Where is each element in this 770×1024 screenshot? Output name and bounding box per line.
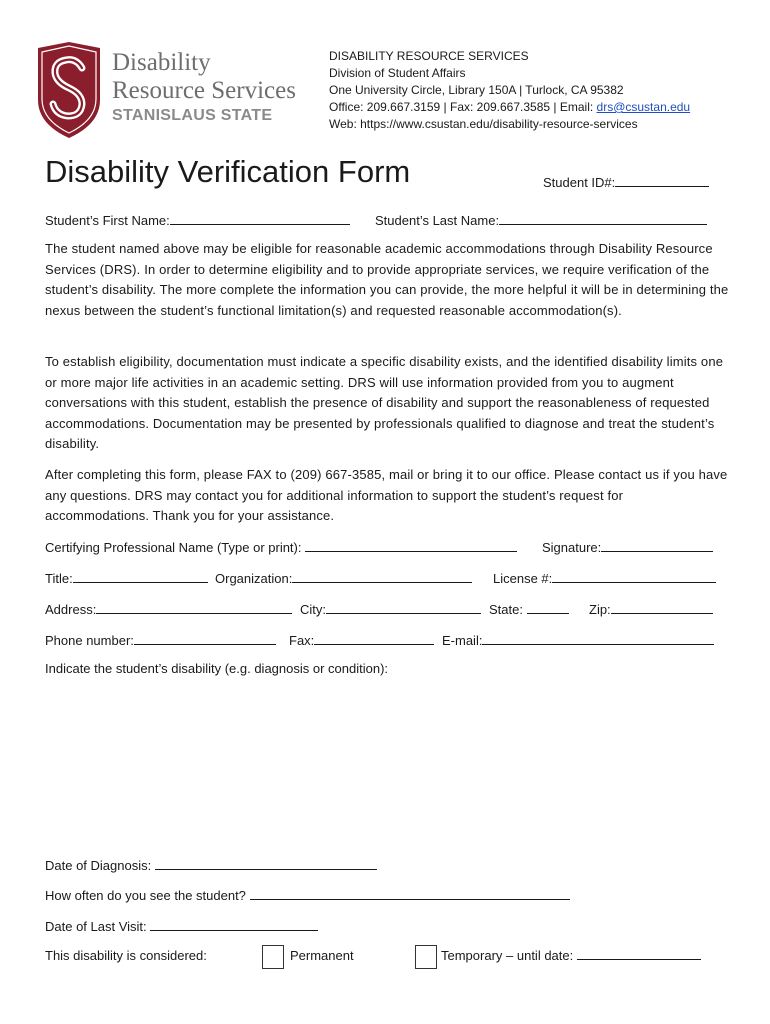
- first-name-input-line[interactable]: [170, 211, 350, 225]
- last-visit-input-line[interactable]: [150, 917, 318, 931]
- stanislaus-shield-logo: [36, 42, 102, 138]
- email-link[interactable]: drs@csustan.edu: [596, 100, 691, 114]
- license-field: [493, 569, 716, 587]
- last-name-field: [375, 211, 707, 229]
- form-title: Disability Verification Form: [45, 154, 411, 189]
- organization-input-line[interactable]: [292, 569, 472, 583]
- email-input-line[interactable]: [482, 631, 714, 645]
- considered-label: This disability is considered:: [45, 948, 207, 963]
- first-name-field: [45, 211, 350, 229]
- last-visit-field: [45, 917, 318, 935]
- disability-description-area[interactable]: [45, 684, 725, 844]
- signature-label: Signature:: [542, 540, 602, 555]
- state-input-line[interactable]: [527, 600, 569, 614]
- first-name-label: Student’s First Name:: [45, 213, 170, 228]
- city-field: [300, 600, 481, 618]
- last-name-input-line[interactable]: [499, 211, 707, 225]
- logo-text-resource-services: Resource Services: [112, 77, 296, 104]
- license-input-line[interactable]: [552, 569, 716, 583]
- header-division: Division of Student Affairs: [329, 66, 466, 80]
- organization-label: Organization:: [215, 571, 293, 586]
- address-input-line[interactable]: [96, 600, 292, 614]
- last-name-label: Student’s Last Name:: [375, 213, 500, 228]
- cert-name-label: Certifying Professional Name (Type or print):: [45, 540, 302, 555]
- header-address: One University Circle, Library 150A | Turlock, CA 95382: [329, 83, 624, 97]
- fax-field: [289, 631, 434, 649]
- last-visit-label: Date of Last Visit:: [45, 919, 147, 934]
- address-field: [45, 600, 292, 618]
- zip-field: [589, 600, 713, 618]
- temporary-label: Temporary – until date:: [441, 948, 574, 963]
- cert-name-input-line[interactable]: [305, 538, 517, 552]
- instructions-paragraph: After completing this form, please FAX to (209) 667-3585, mail or bring it to our office. Please contact us if you have any questions. DRS may contact you for additional information to support the student’s request for accommodations. Thank you for your assistance.: [45, 467, 728, 523]
- student-id-input-line[interactable]: [615, 173, 709, 187]
- contact-header: [329, 48, 690, 133]
- license-label: License #:: [493, 571, 553, 586]
- header-phone-fax-email: [329, 99, 690, 116]
- eligibility-paragraph: To establish eligibility, documentation must indicate a specific disability exists, and the identified disability limits one or more major life activities in an academic setting. DRS will use information provided from you to augment conversations with this student, establish the presence of disability and support the reasonableness of requested accommodations. Documentation may be presented by professionals qualified to diagnose and treat the student’s disability.: [45, 354, 724, 451]
- permanent-option: [262, 942, 354, 970]
- phone-input-line[interactable]: [134, 631, 276, 645]
- temporary-date-input-line[interactable]: [577, 946, 701, 960]
- logo-text-stanislaus-state: STANISLAUS STATE: [112, 107, 273, 124]
- header-office-name: DISABILITY RESOURCE SERVICES: [329, 49, 529, 63]
- city-input-line[interactable]: [326, 600, 481, 614]
- organization-field: [215, 569, 472, 587]
- phone-label: Phone number:: [45, 633, 134, 648]
- signature-input-line[interactable]: [601, 538, 713, 552]
- title-label: Title:: [45, 571, 73, 586]
- diagnosis-date-label: Date of Diagnosis:: [45, 858, 152, 873]
- email-label: E-mail:: [442, 633, 483, 648]
- zip-input-line[interactable]: [611, 600, 713, 614]
- title-input-line[interactable]: [73, 569, 208, 583]
- header-web: Web: https://www.csustan.edu/disability-resource-services: [329, 117, 638, 131]
- city-label: City:: [300, 602, 326, 617]
- permanent-label: Permanent: [290, 948, 354, 963]
- permanent-checkbox[interactable]: [262, 945, 284, 969]
- signature-field: [542, 538, 713, 556]
- disability-label: Indicate the student’s disability (e.g. diagnosis or condition):: [45, 661, 389, 676]
- zip-label: Zip:: [589, 602, 611, 617]
- diagnosis-date-field: [45, 856, 377, 874]
- student-id-field: [543, 173, 709, 190]
- fax-input-line[interactable]: [314, 631, 434, 645]
- how-often-label: How often do you see the student?: [45, 888, 246, 903]
- student-id-label: Student ID#:: [543, 175, 616, 190]
- intro-paragraph: The student named above may be eligible for reasonable academic accommodations through Disability Resource Services (DRS). In order to determine eligibility and to provide appropriate services, we require verification of the student’s disability. The more complete the information you can provide, the more helpful it will be in determining the nexus between the student’s functional limitation(s) and requested reasonable accommodation(s).: [45, 241, 729, 318]
- title-field: [45, 569, 208, 587]
- state-label: State:: [489, 602, 523, 617]
- diagnosis-date-input-line[interactable]: [155, 856, 377, 870]
- header-phone-fax: Office: 209.667.3159 | Fax: 209.667.3585 | Email:: [329, 100, 597, 114]
- fax-label: Fax:: [289, 633, 315, 648]
- cert-name-field: [45, 538, 517, 556]
- address-label: Address:: [45, 602, 97, 617]
- state-field: [489, 600, 569, 618]
- logo-text-disability: Disability: [112, 49, 211, 76]
- how-often-field: [45, 886, 570, 904]
- temporary-option: [415, 942, 701, 970]
- email-field: [442, 631, 714, 649]
- temporary-checkbox[interactable]: [415, 945, 437, 969]
- how-often-input-line[interactable]: [250, 886, 570, 900]
- phone-field: [45, 631, 276, 649]
